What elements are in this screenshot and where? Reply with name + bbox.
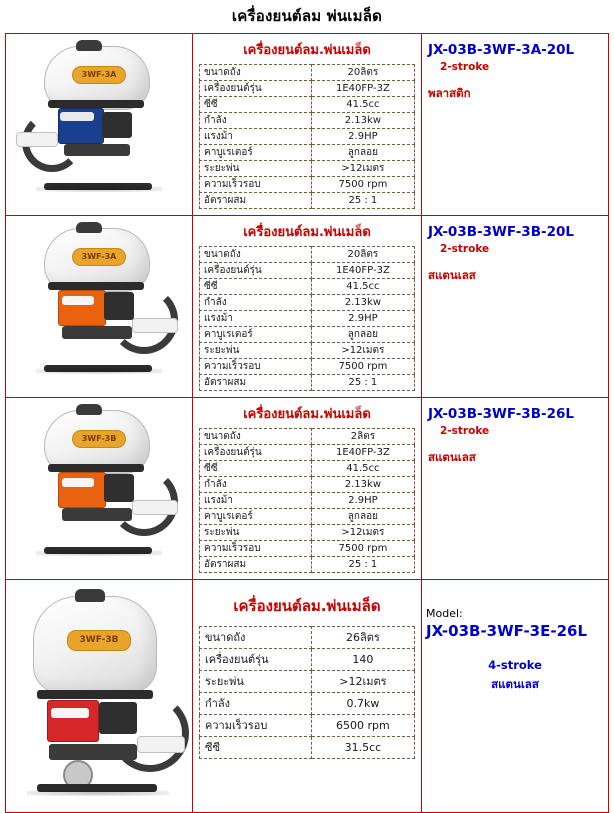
spec-row bbox=[200, 737, 415, 759]
spec-value: 2.13kw bbox=[311, 477, 414, 493]
spec-value: 1E40FP-3Z bbox=[311, 445, 414, 461]
spec-value: 6500 rpm bbox=[311, 715, 414, 737]
product-spec-cell bbox=[193, 398, 422, 580]
spec-row bbox=[200, 627, 415, 649]
spec-row bbox=[200, 693, 415, 715]
spray-nozzle bbox=[16, 132, 58, 147]
page-title: เครื่องยนต์ลม พ่นเมล็ด bbox=[231, 7, 383, 25]
spec-table bbox=[199, 428, 415, 573]
model-code: JX-03B-3WF-3B-20L bbox=[428, 224, 574, 240]
engine-stroke-type: 4-stroke bbox=[488, 658, 542, 672]
product-image-cell bbox=[6, 398, 193, 580]
spec-value: 7500 rpm bbox=[311, 359, 414, 375]
spec-row bbox=[200, 461, 415, 477]
tank-material: สแตนเลส bbox=[491, 677, 539, 691]
spec-value: 41.5cc bbox=[311, 279, 414, 295]
spec-value: 2ลิตร bbox=[311, 429, 414, 445]
spec-value: 1E40FP-3Z bbox=[311, 81, 414, 97]
table-row bbox=[6, 216, 609, 398]
spec-value: 7500 rpm bbox=[311, 541, 414, 557]
drop-shadow bbox=[36, 368, 162, 374]
spec-row bbox=[200, 247, 415, 263]
engine-label bbox=[51, 708, 89, 718]
engine-stroke-type: 2-stroke bbox=[440, 425, 490, 437]
blower-hose bbox=[111, 694, 189, 772]
spec-value: 2.13kw bbox=[311, 295, 414, 311]
spec-value: 2.9HP bbox=[311, 493, 414, 509]
product-table bbox=[5, 33, 609, 813]
spec-value: 2.9HP bbox=[311, 311, 414, 327]
spec-key: อัตราผสม bbox=[200, 375, 312, 391]
spec-value: 31.5cc bbox=[311, 737, 414, 759]
tank-cap-icon bbox=[75, 589, 105, 602]
model-code: JX-03B-3WF-3E-26L bbox=[426, 622, 588, 640]
spec-row bbox=[200, 113, 415, 129]
backpack-mist-duster-orange-3b-image bbox=[14, 404, 184, 556]
tank-material: สแตนเลส bbox=[428, 450, 476, 464]
spec-key: ระยะพ่น bbox=[200, 525, 312, 541]
spec-value: 25 : 1 bbox=[311, 375, 414, 391]
spec-value: 2.13kw bbox=[311, 113, 414, 129]
spec-title: เครื่องยนต์ลม.พ่นเมล็ด bbox=[243, 43, 371, 58]
air-filter bbox=[102, 112, 132, 138]
spec-key: เครื่องยนต์รุ่น bbox=[200, 649, 312, 671]
spec-row bbox=[200, 161, 415, 177]
spec-value: 41.5cc bbox=[311, 461, 414, 477]
product-image-cell bbox=[6, 216, 193, 398]
spec-value: >12เมตร bbox=[311, 671, 414, 693]
spec-key: ระยะพ่น bbox=[200, 671, 312, 693]
spec-key: แรงม้า bbox=[200, 129, 312, 145]
spec-row bbox=[200, 279, 415, 295]
spec-row bbox=[200, 715, 415, 737]
spec-value: ลูกลอย bbox=[311, 327, 414, 343]
spec-key: เครื่องยนต์รุ่น bbox=[200, 445, 312, 461]
engine-stroke-type: 2-stroke bbox=[440, 61, 490, 73]
table-row bbox=[6, 398, 609, 580]
featured-model-cell bbox=[422, 580, 609, 813]
spec-value: 41.5cc bbox=[311, 97, 414, 113]
table-row-featured bbox=[6, 580, 609, 813]
spec-row bbox=[200, 65, 415, 81]
backpack-mist-duster-4stroke-image bbox=[11, 586, 187, 796]
spec-row bbox=[200, 97, 415, 113]
spec-table bbox=[199, 246, 415, 391]
spec-value: 25 : 1 bbox=[311, 557, 414, 573]
featured-image-cell bbox=[6, 580, 193, 813]
spec-row bbox=[200, 541, 415, 557]
spec-row bbox=[200, 295, 415, 311]
spray-nozzle bbox=[132, 318, 178, 333]
engine-stroke-type: 2-stroke bbox=[440, 243, 490, 255]
spec-row bbox=[200, 311, 415, 327]
spec-value: ลูกลอย bbox=[311, 145, 414, 161]
model-code: JX-03B-3WF-3A-20L bbox=[428, 42, 575, 58]
spec-key: แรงม้า bbox=[200, 311, 312, 327]
tank-cap-icon bbox=[76, 404, 102, 415]
spec-key: เครื่องยนต์รุ่น bbox=[200, 263, 312, 279]
engine-block bbox=[47, 700, 99, 742]
spec-key: ขนาดถัง bbox=[200, 429, 312, 445]
spec-table bbox=[199, 64, 415, 209]
spec-key: ซีซี bbox=[200, 279, 312, 295]
model-label: Model: bbox=[426, 607, 463, 620]
spec-title: เครื่องยนต์ลม.พ่นเมล็ด bbox=[243, 407, 371, 422]
spec-row bbox=[200, 525, 415, 541]
spec-key: ขนาดถัง bbox=[200, 65, 312, 81]
spec-key: ขนาดถัง bbox=[200, 627, 312, 649]
spec-row bbox=[200, 445, 415, 461]
spec-key: ระยะพ่น bbox=[200, 343, 312, 359]
spec-key: ความเร็วรอบ bbox=[200, 541, 312, 557]
spec-row bbox=[200, 343, 415, 359]
spec-key: กำลัง bbox=[200, 693, 312, 715]
spec-key: คาบูเรเตอร์ bbox=[200, 145, 312, 161]
tank-badge-label: 3WF-3B bbox=[72, 430, 126, 448]
tank-material: พลาสติก bbox=[428, 86, 471, 100]
product-model-cell bbox=[422, 216, 609, 398]
tank-badge-label: 3WF-3B bbox=[67, 630, 131, 651]
spec-value: 7500 rpm bbox=[311, 177, 414, 193]
drop-shadow bbox=[27, 790, 169, 796]
spec-value: 20ลิตร bbox=[311, 247, 414, 263]
backpack-mist-duster-orange-3a-image bbox=[14, 222, 184, 374]
spec-value: 26ลิตร bbox=[311, 627, 414, 649]
spec-value: 140 bbox=[311, 649, 414, 671]
spec-key: เครื่องยนต์รุ่น bbox=[200, 81, 312, 97]
product-model-cell bbox=[422, 398, 609, 580]
spec-value: 0.7kw bbox=[311, 693, 414, 715]
spec-value: 2.9HP bbox=[311, 129, 414, 145]
spec-row bbox=[200, 327, 415, 343]
spec-key: กำลัง bbox=[200, 113, 312, 129]
spec-key: ความเร็วรอบ bbox=[200, 715, 312, 737]
table-row bbox=[6, 34, 609, 216]
product-spec-cell bbox=[193, 216, 422, 398]
model-code: JX-03B-3WF-3B-26L bbox=[428, 406, 574, 422]
spec-value: ลูกลอย bbox=[311, 509, 414, 525]
spec-title: เครื่องยนต์ลม.พ่นเมล็ด bbox=[233, 597, 381, 615]
engine-label bbox=[62, 296, 94, 305]
spec-key: อัตราผสม bbox=[200, 557, 312, 573]
spec-row bbox=[200, 649, 415, 671]
spec-key: ขนาดถัง bbox=[200, 247, 312, 263]
spec-row bbox=[200, 557, 415, 573]
spec-row bbox=[200, 493, 415, 509]
spec-value: >12เมตร bbox=[311, 525, 414, 541]
spray-nozzle bbox=[137, 736, 185, 753]
spec-row bbox=[200, 263, 415, 279]
spec-row bbox=[200, 81, 415, 97]
spec-row bbox=[200, 359, 415, 375]
spec-key: ระยะพ่น bbox=[200, 161, 312, 177]
spec-value: >12เมตร bbox=[311, 161, 414, 177]
tank-material: สแตนเลส bbox=[428, 268, 476, 282]
spec-row bbox=[200, 509, 415, 525]
spec-table bbox=[199, 626, 415, 759]
spec-row bbox=[200, 477, 415, 493]
spec-value: 1E40FP-3Z bbox=[311, 263, 414, 279]
spray-nozzle bbox=[132, 500, 178, 515]
spec-key: ซีซี bbox=[200, 737, 312, 759]
engine-label bbox=[62, 478, 94, 487]
spec-key: แรงม้า bbox=[200, 493, 312, 509]
featured-spec-cell bbox=[193, 580, 422, 813]
tank-cap-icon bbox=[76, 222, 102, 233]
spec-key: กำลัง bbox=[200, 477, 312, 493]
product-image-cell bbox=[6, 34, 193, 216]
spec-key: อัตราผสม bbox=[200, 193, 312, 209]
spec-row bbox=[200, 429, 415, 445]
spec-value: 20ลิตร bbox=[311, 65, 414, 81]
drop-shadow bbox=[36, 550, 162, 556]
tank-cap-icon bbox=[76, 40, 102, 51]
spec-key: ความเร็วรอบ bbox=[200, 177, 312, 193]
spec-key: ความเร็วรอบ bbox=[200, 359, 312, 375]
tank-badge-label: 3WF-3A bbox=[72, 66, 126, 84]
tank-badge-label: 3WF-3A bbox=[72, 248, 126, 266]
spec-row bbox=[200, 177, 415, 193]
spec-key: ซีซี bbox=[200, 461, 312, 477]
spec-value: >12เมตร bbox=[311, 343, 414, 359]
spec-title: เครื่องยนต์ลม.พ่นเมล็ด bbox=[243, 225, 371, 240]
drop-shadow bbox=[36, 186, 162, 192]
product-spec-cell bbox=[193, 34, 422, 216]
spec-key: กำลัง bbox=[200, 295, 312, 311]
spec-row bbox=[200, 193, 415, 209]
spec-row bbox=[200, 145, 415, 161]
spec-row bbox=[200, 375, 415, 391]
spec-key: คาบูเรเตอร์ bbox=[200, 327, 312, 343]
spec-row bbox=[200, 129, 415, 145]
spec-key: ซีซี bbox=[200, 97, 312, 113]
backpack-mist-duster-blue-image bbox=[14, 40, 184, 192]
spec-key: คาบูเรเตอร์ bbox=[200, 509, 312, 525]
spec-value: 25 : 1 bbox=[311, 193, 414, 209]
product-model-cell bbox=[422, 34, 609, 216]
spec-row bbox=[200, 671, 415, 693]
